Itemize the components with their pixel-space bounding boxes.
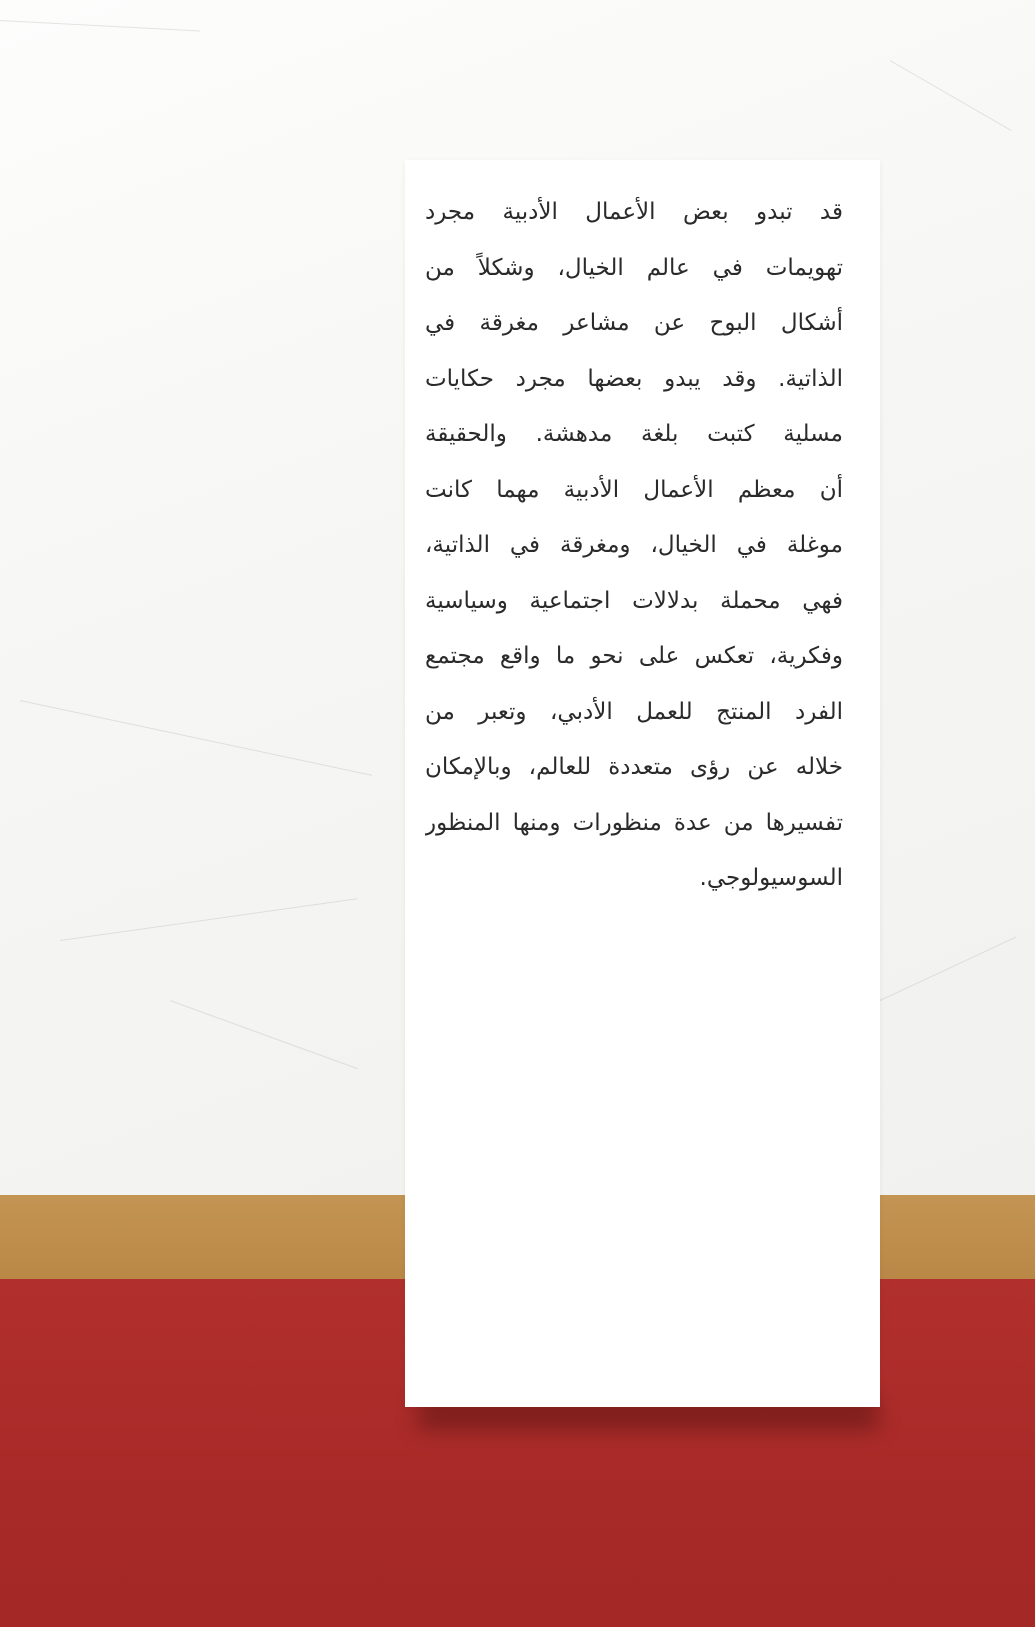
paper-scratch: [170, 1000, 358, 1069]
paper-scratch: [890, 60, 1012, 131]
paper-scratch: [20, 700, 372, 776]
blurb-line: وفكرية، تعكس على نحو ما واقع مجتمع: [425, 643, 843, 669]
paper-scratch: [880, 937, 1016, 1001]
blurb-panel: [405, 160, 880, 1407]
blurb-line: خلاله عن رؤى متعددة للعالم، وبالإمكان: [425, 754, 843, 780]
paper-scratch: [60, 898, 357, 941]
blurb-line: أشكال البوح عن مشاعر مغرقة في: [425, 310, 843, 336]
blurb-line: الفرد المنتج للعمل الأدبي، وتعبر من: [425, 698, 843, 725]
blurb-line: أن معظم الأعمال الأدبية مهما كانت: [425, 476, 843, 503]
back-cover-blurb: [425, 185, 843, 907]
blurb-line: السوسيولوجي.: [699, 865, 843, 891]
paper-scratch: [0, 20, 200, 31]
blurb-line: قد تبدو بعض الأعمال الأدبية مجرد: [425, 199, 843, 225]
blurb-line: موغلة في الخيال، ومغرقة في الذاتية،: [425, 532, 843, 558]
blurb-line: مسلية كتبت بلغة مدهشة. والحقيقة: [425, 421, 843, 447]
blurb-line: فهي محملة بدلالات اجتماعية وسياسية: [425, 587, 843, 614]
blurb-line: الذاتية. وقد يبدو بعضها مجرد حكايات: [425, 365, 843, 392]
blurb-line: تهويمات في عالم الخيال، وشكلاً من: [425, 254, 843, 281]
blurb-line: تفسيرها من عدة منظورات ومنها المنظور: [425, 809, 843, 836]
